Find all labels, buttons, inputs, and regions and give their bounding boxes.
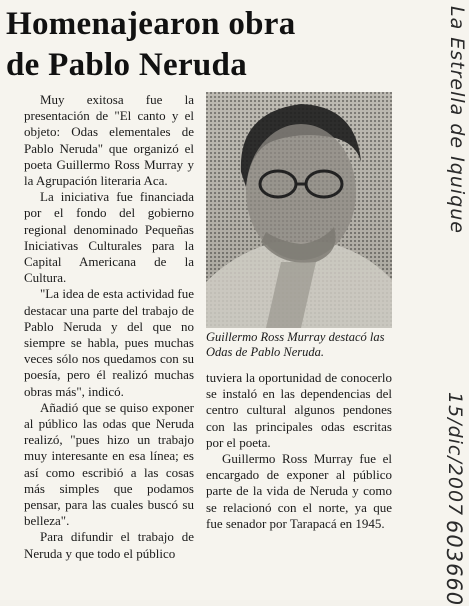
photo-caption: Guillermo Ross Murray destacó las Odas de Pablo Neruda. (206, 330, 385, 359)
portrait-photo (206, 92, 392, 328)
article-left-column (24, 92, 194, 562)
paragraph: "La idea de esta actividad fue destacar una parte del trabajo de Pablo Neruda y del que no siempre se habla, pues muchas veces sólo nos quedamos con su poesía, pero él realizó muchas obras más", indicó. (24, 286, 194, 399)
handwritten-date-note: 15/dic/2007 (444, 392, 466, 517)
paragraph: La iniciativa fue financiada por el fondo del gobierno regional denominado Pequeñas Iniciativas Culturales para la Capital Americana de la Cultura. (24, 189, 194, 286)
paragraph: tuviera la oportunidad de conocerlo se instaló en las dependencias del centro cultural algunos pendones con las principales odas escritas por el poeta. (206, 370, 392, 450)
headline-line-2: de Pablo Neruda (6, 47, 248, 83)
handwritten-code-note: 603660 (442, 520, 466, 606)
headline-line-1: Homenajearon obra (6, 6, 296, 42)
paragraph: Añadió que se quiso exponer al público las odas que Neruda realizó, "pues hizo un trabajo muy interesante en esa línea; es así como escribió a las cosas más simples que podamos pensar, para las cuales buscó su belleza". (24, 399, 194, 529)
handwritten-source-note: La Estrella de Iquique (446, 6, 468, 234)
article-headline (6, 4, 406, 86)
paragraph: Muy exitosa fue la presentación de "El canto y el objeto: Odas elementales de Pablo Neruda" que organizó el poeta Guillermo Ross Murray y la Agrupación literaria Aca. (24, 92, 194, 189)
article-right-column (206, 370, 392, 532)
portrait-figure (206, 92, 392, 328)
paragraph: Guillermo Ross Murray fue el encargado de exponer al público parte de la vida de Neruda y como se relacionó con el norte, ya que fue senador por Tarapacá en 1945. (206, 451, 392, 531)
paragraph: Para difundir el trabajo de Neruda y que todo el público (24, 529, 194, 561)
